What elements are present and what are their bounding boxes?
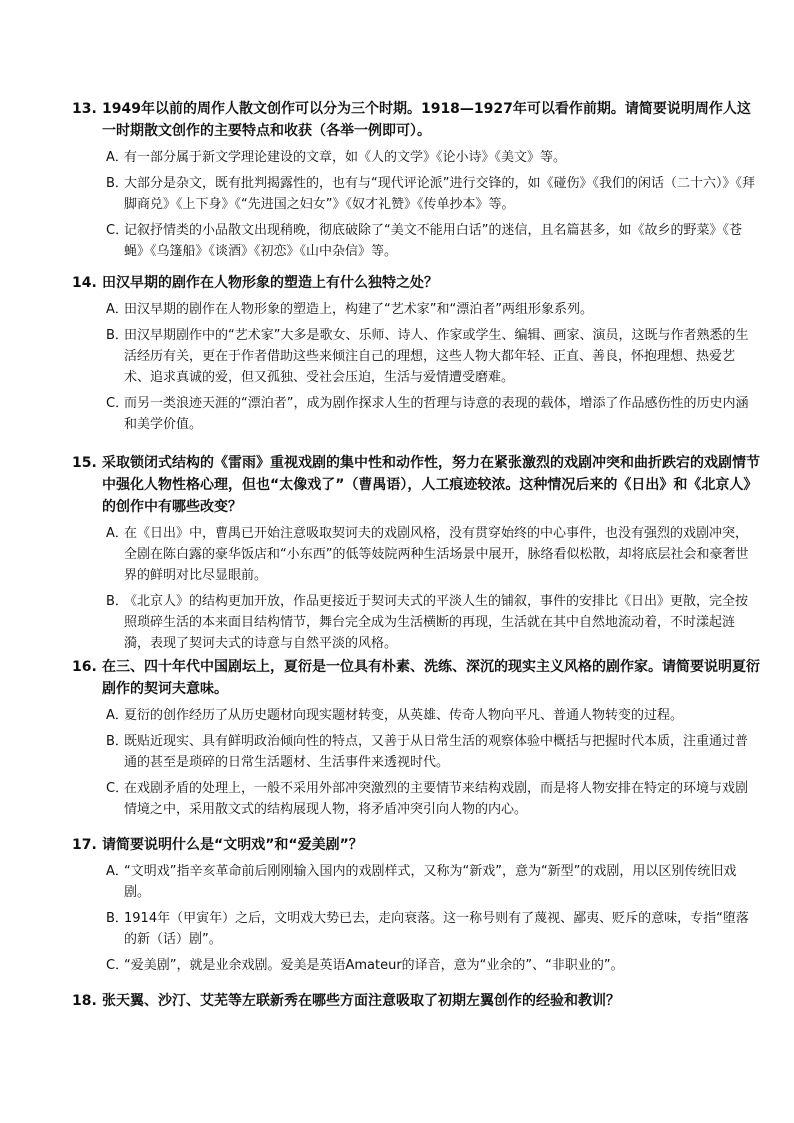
question-18-text [72, 990, 760, 1012]
option-text: 有一部分属于新文学理论建设的文章，如《人的文学》《论小诗》《美文》等。 [124, 150, 567, 165]
option-letter: C． [106, 396, 129, 411]
option-text: 田汉早期的剧作在人物形象的塑造上，构建了“艺术家”和“漂泊者”两组形象系列。 [124, 302, 593, 317]
option-text: 而另一类浪迹天涯的“漂泊者”，成为剧作探求人生的哲理与诗意的表现的载体，增添了作品感伤性的历史内涵和美学价值。 [124, 396, 749, 432]
option-text: 夏衍的创作经历了从历史题材向现实题材转变，从英雄、传奇人物向平凡、普通人物转变的过程。 [124, 708, 684, 723]
option-letter: A． [106, 150, 128, 165]
option-text: “文明戏”指辛亥革命前后刚刚输入国内的戏剧样式，又称为“新戏”，意为“新型”的戏剧，用以区别传统旧戏剧。 [124, 864, 737, 900]
option-letter: B． [106, 176, 128, 191]
option-letter: A． [106, 302, 128, 317]
option-letter: B． [106, 911, 128, 926]
answer-option [72, 955, 760, 976]
option-letter: B． [106, 594, 128, 609]
answer-option [72, 325, 760, 388]
question-18 [72, 990, 760, 1012]
question-16-text [72, 656, 760, 700]
answer-option [72, 523, 760, 586]
question-stem: 请简要说明什么是“文明戏”和“爱美剧”？ [102, 837, 363, 853]
question-number: 15. [72, 455, 97, 471]
option-text: 在《日出》中，曹禺已开始注意吸取契诃夫的戏剧风格，没有贯穿始终的中心事件，也没有强烈的戏剧冲突，全剧在陈白露的豪华饭店和“小东西”的低等妓院两种生活场景中展开，脉络看似松散，却将底层社会和豪奢世界的鲜明对比尽显眼前。 [124, 526, 749, 583]
question-stem: 1949年以前的周作人散文创作可以分为三个时期。1918—1927年可以看作前期。请简要说明周作人这一时期散文创作的主要特点和收获（各举一例即可）。 [102, 101, 751, 139]
question-14 [72, 272, 760, 435]
option-text: 在戏剧矛盾的处理上，一般不采用外部冲突激烈的主要情节来结构戏剧，而是将人物安排在特定的环境与戏剧情境之中，采用散文式的结构展现人物，将矛盾冲突引向人物的内心。 [124, 781, 749, 817]
option-letter: C． [106, 781, 129, 796]
option-text: 1914年（甲寅年）之后，文明戏大势已去，走向衰落。这一称号则有了蔑视、鄙夷、贬斥的意味，专指“堕落的新（话）剧”。 [124, 911, 749, 947]
answer-option [72, 591, 760, 654]
answer-option [72, 393, 760, 435]
answer-option [72, 908, 760, 950]
option-text: 既贴近现实、具有鲜明政治倾向性的特点，又善于从日常生活的观察体验中概括与把握时代本质，注重通过普通的甚至是琐碎的日常生活题材、生活事件来透视时代。 [124, 734, 749, 770]
question-number: 17. [72, 837, 97, 853]
question-number: 18. [72, 993, 97, 1009]
question-13-text [72, 98, 760, 142]
question-15-text [72, 452, 760, 518]
question-stem: 在三、四十年代中国剧坛上，夏衍是一位具有朴素、洗练、深沉的现实主义风格的剧作家。请简要说明夏衍剧作的契诃夫意味。 [102, 659, 760, 697]
option-letter: A． [106, 864, 128, 879]
option-text: “爱美剧”，就是业余戏剧。爱美是英语Amateur的译音，意为“业余的”、“非职业的”。 [124, 958, 624, 973]
option-text: 《北京人》的结构更加开放，作品更接近于契诃夫式的平淡人生的铺叙，事件的安排比《日出》更散，完全按照琐碎生活的本来面目结构情节，舞台完全成为生活横断的再现，生活就在其中自然地流动着，不时漾起涟漪，表现了契诃夫式的诗意与自然平淡的风格。 [124, 594, 749, 651]
question-13 [72, 98, 760, 262]
question-17-text [72, 834, 760, 856]
question-16 [72, 656, 760, 820]
option-letter: A． [106, 526, 128, 541]
option-letter: B． [106, 734, 128, 749]
option-text: 记叙抒情类的小品散文出现稍晚，彻底破除了“美文不能用白话”的迷信，且名篇甚多，如《故乡的野菜》《苍蝇》《乌篷船》《谈酒》《初恋》《山中杂信》等。 [124, 223, 742, 259]
question-17 [72, 834, 760, 976]
answer-option [72, 778, 760, 820]
option-letter: C． [106, 223, 129, 238]
option-letter: C． [106, 958, 129, 973]
option-text: 田汉早期剧作中的“艺术家”大多是歌女、乐师、诗人、作家或学生、编辑、画家、演员，这既与作者熟悉的生活经历有关，更在于作者借助这些来倾注自己的理想，这些人物大都年轻、正直、善良，怀抱理想、热爱艺术、追求真诚的爱，但又孤独、受社会压迫，生活与爱情遭受磨难。 [124, 328, 749, 385]
question-15 [72, 452, 760, 654]
answer-option [72, 173, 760, 215]
question-stem: 田汉早期的剧作在人物形象的塑造上有什么独特之处？ [102, 275, 438, 291]
question-stem: 张天翼、沙汀、艾芜等左联新秀在哪些方面注意吸取了初期左翼创作的经验和教训？ [102, 993, 620, 1009]
question-number: 13. [72, 101, 97, 117]
answer-option [72, 220, 760, 262]
answer-option [72, 861, 760, 903]
question-stem: 采取锁闭式结构的《雷雨》重视戏剧的集中性和动作性，努力在紧张激烈的戏剧冲突和曲折跌宕的戏剧情节中强化人物性格心理，但也“太像戏了”（曹禺语），人工痕迹较浓。这种情况后来的《日出》和《北京人》的创作中有哪些改变？ [102, 455, 760, 515]
answer-option [72, 299, 760, 320]
question-number: 14. [72, 275, 97, 291]
question-number: 16. [72, 659, 97, 675]
option-letter: B． [106, 328, 128, 343]
option-letter: A． [106, 708, 128, 723]
question-14-text [72, 272, 760, 294]
option-text: 大部分是杂文，既有批判揭露性的，也有与“现代评论派”进行交锋的，如《碰伤》《我们的闲话（二十六）》《拜脚商兑》《上下身》《“先进国之妇女”》《奴才礼赞》《传单抄本》等。 [124, 176, 755, 212]
answer-option [72, 731, 760, 773]
answer-option [72, 147, 760, 168]
answer-option [72, 705, 760, 726]
